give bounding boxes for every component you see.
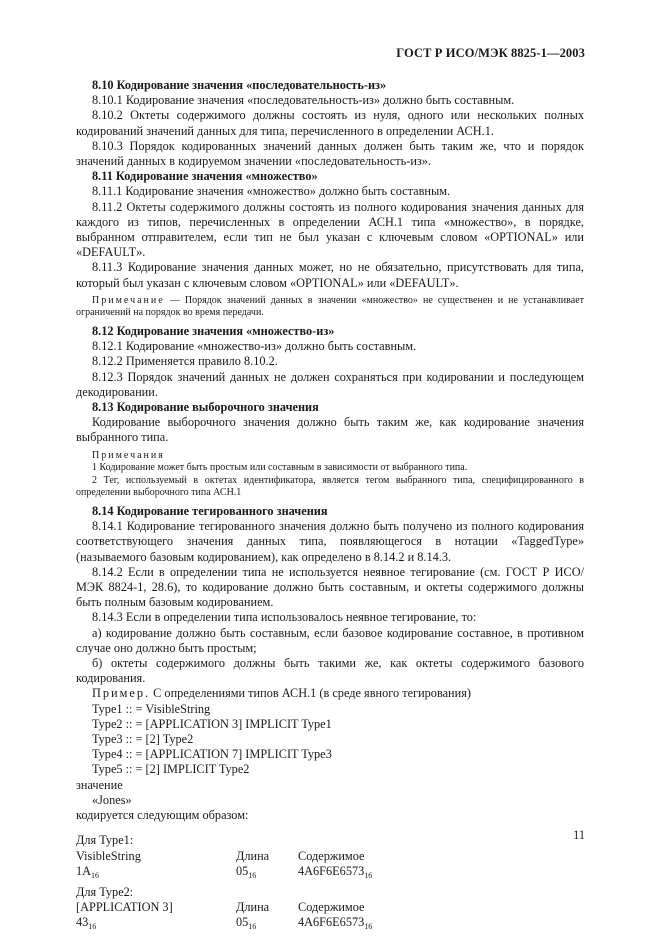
clause-8-10-1: 8.10.1 Кодирование значения «последовательность-из» должно быть составным. (92, 93, 515, 108)
encoding-value-row (76, 864, 584, 879)
item-a: а) кодирование должно быть составным, если базовое кодирование составное, в противном случае оно должно быть простым; (76, 625, 584, 655)
clause-8-13-text: Кодирование выборочного значения должно быть таким же, как кодирование значения выбранного типа. (76, 415, 584, 445)
clause-8-10-3: 8.10.3 Порядок кодированных значений данных должен быть таким же, что и порядок значений данных в кодируемом значении «последовательность-из». (76, 138, 584, 169)
encoded-as: кодируется следующим образом: (76, 808, 249, 823)
encoding-value-cell: $43_{16}$ (76, 915, 97, 932)
encoding-header-cell: Содержимое (298, 900, 365, 915)
section-8-12-title: 8.12 Кодирование значения «множество-из» (92, 324, 335, 339)
code-line: Type2 :: = [APPLICATION 3] IMPLICIT Type1 (92, 716, 332, 731)
clause-8-10-2: 8.10.2 Октеты содержимого должны состоять из нуля, одного или нескольких полных кодирований значений данных для типа, перечисленного в определении АСН.1. (76, 108, 584, 138)
encoding-value-row (76, 915, 584, 930)
encoding-header-cell: VisibleString (76, 848, 141, 863)
running-header: ГОСТ Р ИСО/МЭК 8825-1—2003 (396, 46, 585, 60)
page-number: 11 (573, 828, 585, 842)
example-label: Пример. (92, 686, 151, 701)
section-8-14-title: 8.14 Кодирование тегированного значения (92, 504, 328, 519)
clause-8-11-3: 8.11.3 Кодирование значения данных может, но не обязательно, присутствовать для типа, который был указан с ключевым словом «OPTIONAL» или «DEFAULT». (76, 260, 584, 290)
section-8-10-title: 8.10 Кодирование значения «последовательность-из» (92, 78, 387, 92)
encoding-value-cell: $1A_{16}$ (76, 863, 100, 880)
encoding-for: Для Type1: (76, 833, 134, 848)
clause-8-14-1: 8.14.1 Кодирование тегированного значения должно быть получено из полного кодирования соответствующего значения данных типа, появляющегося в нотации «TaggedType» (называемого базовым кодированием), как определено в 8.14.2 и 8.14.3. (76, 519, 584, 564)
encoding-value-cell: $4A6F6E6573_{16}$ (298, 915, 373, 932)
clause-8-11-1: 8.11.1 Кодирование значения «множество» должно быть составным. (92, 184, 451, 199)
clause-8-14-3: 8.14.3 Если в определении типа использовалось неявное тегирование, то: (92, 610, 477, 625)
section-8-13-title: 8.13 Кодирование выборочного значения (92, 400, 319, 415)
code-line: Type3 :: = [2] Type2 (92, 732, 194, 747)
encoding-header-cell: Длина (236, 848, 270, 863)
code-line: Type5 :: = [2] IMPLICIT Type2 (92, 762, 250, 777)
encoding-header-cell: Содержимое (298, 848, 365, 863)
value-word: значение (76, 777, 123, 792)
encoding-header-row (76, 900, 584, 915)
code-line: Type1 :: = VisibleString (92, 701, 211, 716)
item-b: б) октеты содержимого должны быть такими же, как октеты содержимого базового кодирования. (76, 656, 584, 686)
example-intro (76, 686, 584, 701)
value-jones: «Jones» (92, 792, 132, 807)
note-label: Примечание (92, 294, 165, 306)
encoding-value-cell: $05_{16}$ (236, 863, 257, 880)
encoding-value-cell: $05_{16}$ (236, 915, 257, 932)
type-definitions (76, 702, 584, 778)
encoding-header-cell: [APPLICATION 3] (76, 900, 173, 915)
encoding-header-cell: Длина (236, 900, 270, 915)
encoding-type1 (76, 833, 584, 879)
clause-8-12-2: 8.12.2 Применяется правило 8.10.2. (92, 354, 278, 369)
clause-8-12-1: 8.12.1 Кодирование «множество-из» должно быть составным. (92, 339, 417, 354)
note-2: 2 Тег, используемый в октетах идентификатора, является тегом выбранного типа, специфицированного в определении выборочного типа АСН.1 (76, 474, 584, 499)
encoding-type2 (76, 885, 584, 931)
page-body (76, 78, 584, 931)
encoding-header-row (76, 849, 584, 864)
example-text: С определениями типов АСН.1 (в среде явного тегирования) (150, 686, 471, 701)
clause-8-12-3: 8.12.3 Порядок значений данных не должен сохраняться при кодировании и последующем декодировании. (76, 369, 584, 399)
note-1: 1 Кодирование может быть простым или составным в зависимости от выбранного типа. (92, 462, 468, 474)
clause-8-14-2: 8.14.2 Если в определении типа не используется неявное тегирование (см. ГОСТ Р ИСО/МЭК 8824-1, 28.6), то кодирование должно быть составным, и октеты содержимого должны быть полным базовым кодированием. (76, 564, 584, 610)
code-line: Type4 :: = [APPLICATION 7] IMPLICIT Type3 (92, 747, 332, 762)
section-8-11-title: 8.11 Кодирование значения «множество» (92, 169, 318, 184)
note-8-11 (76, 295, 584, 320)
encoding-for: Для Type2: (76, 884, 134, 899)
notes-8-13 (76, 450, 584, 500)
encoding-value-cell: $4A6F6E6573_{16}$ (298, 863, 373, 880)
note-text: — Порядок значений данных в значении «множество» не существенен и не устанавливает ограничений на порядок во время передачи. (76, 294, 584, 319)
notes-label: Примечания (92, 449, 165, 461)
clause-8-11-2: 8.11.2 Октеты содержимого должны состоять из полного кодирования значения данных для каждого из типов, перечисленных в определении АСН.1 типа «множество», в порядке, выбранном отправителем, если тип не был указан с ключевым словом «OPTIONAL» или «DEFAULT». (76, 199, 584, 260)
